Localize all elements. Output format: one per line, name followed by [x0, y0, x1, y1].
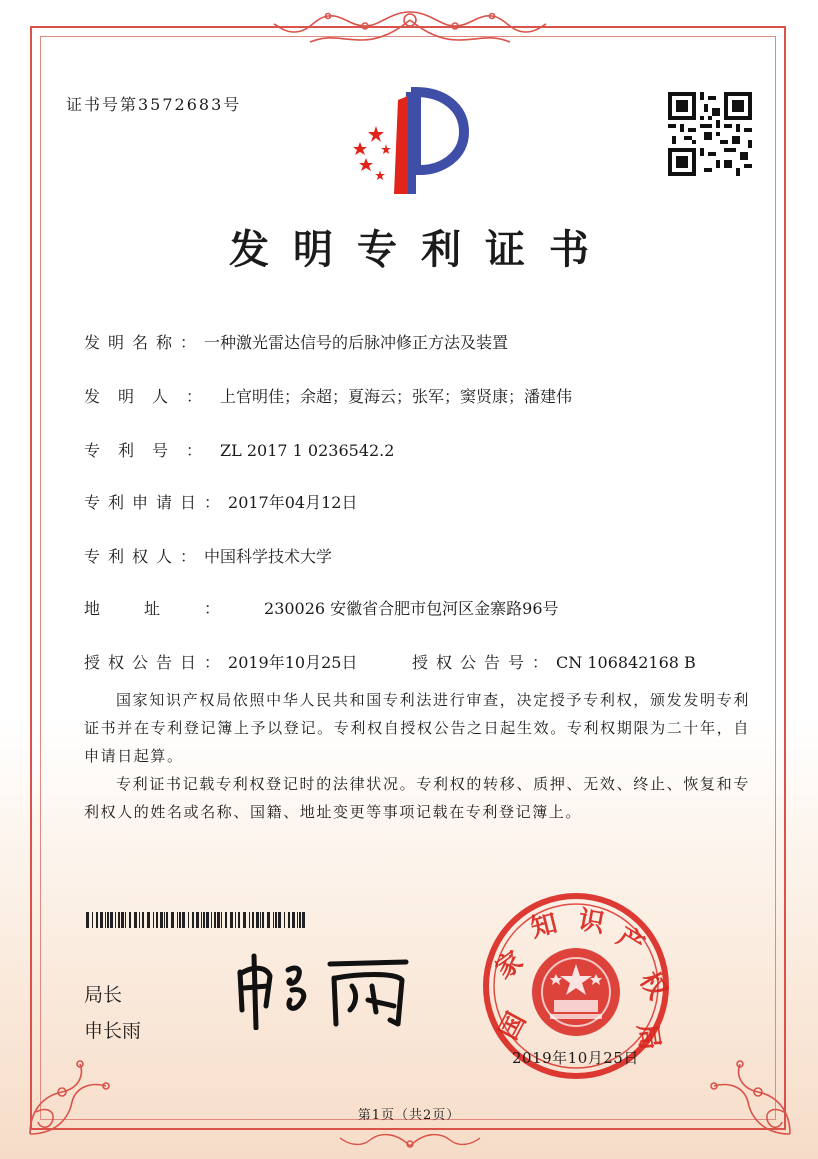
barcode-icon — [86, 912, 306, 928]
field-patentee — [84, 544, 332, 567]
field-patent-number — [84, 438, 394, 461]
field-label: 发明名称： — [84, 333, 205, 352]
field-value: CN 106842168 B — [556, 653, 696, 672]
field-filing-date — [84, 490, 357, 513]
qr-code-icon — [668, 92, 752, 176]
handwritten-signature — [226, 950, 422, 1030]
signatory-role: 局长 — [84, 984, 123, 1006]
certificate-title: 发明专利证书 — [229, 226, 613, 273]
page-number: 第1页（共2页） — [357, 1108, 461, 1123]
national-emblem-icon — [532, 948, 620, 1036]
field-value: ZL 2017 1 0236542.2 — [220, 441, 395, 460]
body-paragraph-2: 专利证书记载专利权登记时的法律状况。专利权的转移、质押、无效、终止、恢复和专利权人的姓名或名称、国籍、地址变更等事项记载在专利登记簿上。 — [84, 775, 750, 821]
field-label: 专利申请日： — [84, 493, 229, 512]
field-address — [84, 596, 559, 619]
bottom-left-ornament — [22, 1052, 132, 1142]
field-label: 专利权人： — [84, 547, 205, 566]
field-value: 一种激光雷达信号的后脉冲修正方法及装置 — [204, 333, 509, 352]
body-paragraph-1: 国家知识产权局依照中华人民共和国专利法进行审查，决定授予专利权，颁发发明专利证书并在专利登记簿上予以登记。专利权自授权公告之日起生效。专利权期限为二十年，自申请日起算。 — [84, 691, 750, 765]
seal-char: 产 — [611, 921, 650, 961]
field-grant-date — [84, 650, 357, 673]
top-ornament — [270, 6, 550, 52]
field-inventors — [84, 384, 572, 407]
seal-char: 局 — [631, 1021, 665, 1052]
field-label: 发明人： — [84, 387, 221, 406]
field-label: 地址： — [84, 599, 265, 618]
field-value: 中国科学技术大学 — [204, 547, 333, 566]
field-label: 专利号： — [84, 441, 221, 460]
signatory-name: 申长雨 — [84, 1020, 142, 1042]
bottom-right-ornament — [688, 1052, 798, 1142]
cnipa-emblem-icon — [346, 86, 476, 194]
certificate-number: 证书号第3572683号 — [66, 95, 242, 114]
seal-char: 国 — [493, 1007, 533, 1045]
field-invention-name — [84, 330, 508, 353]
seal-char: 识 — [575, 905, 607, 940]
field-value: 2019年10月25日 — [228, 653, 358, 672]
bottom-center-ornament — [330, 1126, 490, 1150]
seal-char: 家 — [489, 945, 529, 986]
field-grant-number — [412, 650, 696, 673]
field-label: 授权公告日： — [84, 653, 229, 672]
seal-date: 2019年10月25日 — [512, 1049, 639, 1067]
field-value: 230026 安徽省合肥市包河区金寨路96号 — [264, 599, 559, 618]
seal-char: 权 — [633, 966, 672, 1005]
field-value: 上官明佳；余超；夏海云；张军；窦贤康；潘建伟 — [220, 387, 573, 406]
field-value: 2017年04月12日 — [228, 493, 358, 512]
seal-char: 知 — [527, 908, 561, 944]
field-label: 授权公告号： — [412, 653, 557, 672]
